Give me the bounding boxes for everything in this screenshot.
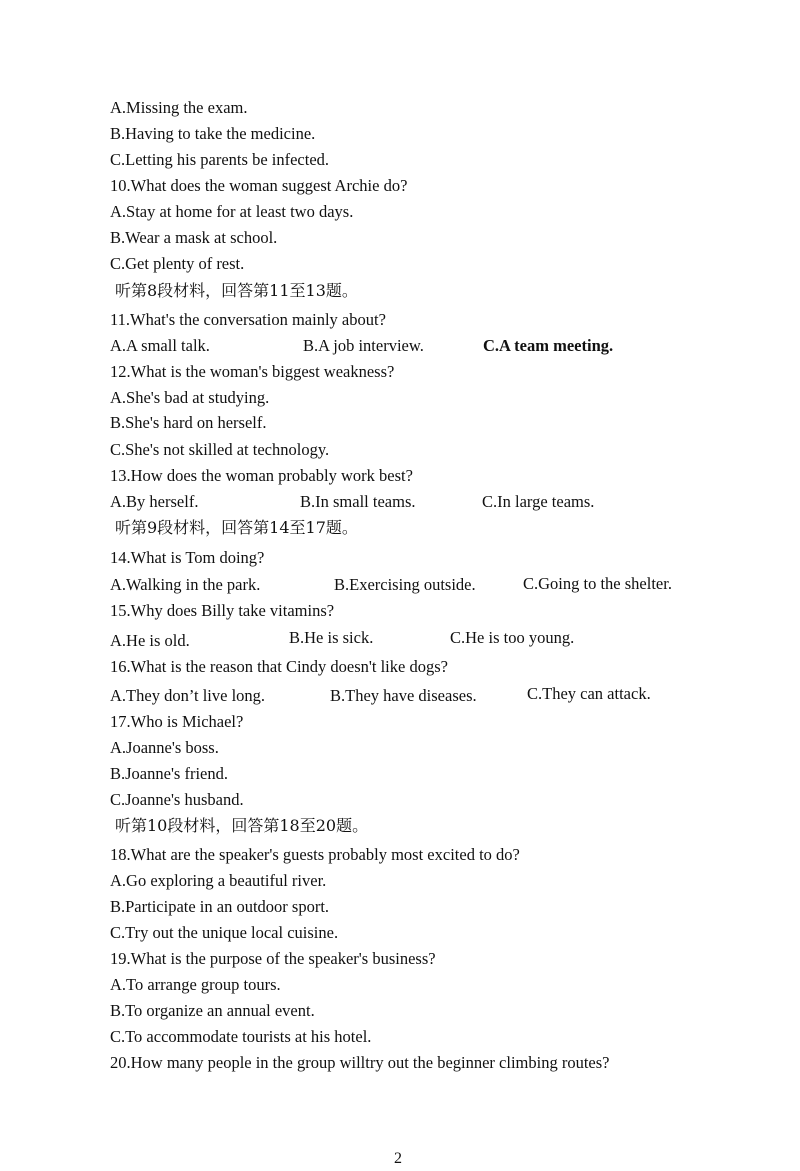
page-number: 2 xyxy=(394,1150,402,1167)
q13-option-c: C.In large teams. xyxy=(482,492,595,511)
q12-option-b: B.She's hard on herself. xyxy=(110,413,267,432)
section-instruction-8: 听第8段材料，回答第11至13题。 xyxy=(115,281,358,300)
question-18: 18.What are the speaker's guests probably most excited to do? xyxy=(110,845,520,864)
q17-option-a: A.Joanne's boss. xyxy=(110,738,219,757)
section-instruction-10: 听第10段材料，回答第18至20题。 xyxy=(115,816,369,835)
question-19: 19.What is the purpose of the speaker's business? xyxy=(110,949,436,968)
q11-option-a: A.A small talk. xyxy=(110,336,210,355)
q18-option-b: B.Participate in an outdoor sport. xyxy=(110,897,330,916)
question-11: 11.What's the conversation mainly about? xyxy=(110,310,386,329)
q11-option-b: B.A job interview. xyxy=(303,336,424,355)
question-13: 13.How does the woman probably work best? xyxy=(110,466,413,485)
q10-option-c: C.Get plenty of rest. xyxy=(110,254,245,273)
q12-option-a: A.She's bad at studying. xyxy=(110,388,270,407)
q14-option-c: C.Going to the shelter. xyxy=(523,574,672,593)
q18-option-a: A.Go exploring a beautiful river. xyxy=(110,871,327,890)
question-12: 12.What is the woman's biggest weakness? xyxy=(110,362,395,381)
question-10: 10.What does the woman suggest Archie do? xyxy=(110,176,408,195)
q12-option-c: C.She's not skilled at technology. xyxy=(110,440,330,459)
q19-option-c: C.To accommodate tourists at his hotel. xyxy=(110,1027,372,1046)
q9-option-c: C.Letting his parents be infected. xyxy=(110,150,330,169)
q11-option-c-answer: C.A team meeting. xyxy=(483,336,614,355)
q18-option-c: C.Try out the unique local cuisine. xyxy=(110,923,339,942)
q15-option-c: C.He is too young. xyxy=(450,628,575,647)
section-instruction-9: 听第9段材料，回答第14至17题。 xyxy=(115,518,358,537)
q17-option-c: C.Joanne's husband. xyxy=(110,790,244,809)
q16-option-b: B.They have diseases. xyxy=(330,686,477,705)
q16-option-a: A.They don’t live long. xyxy=(110,686,266,705)
question-15: 15.Why does Billy take vitamins? xyxy=(110,601,335,620)
q17-option-b: B.Joanne's friend. xyxy=(110,764,228,783)
q13-option-b: B.In small teams. xyxy=(300,492,416,511)
q19-option-a: A.To arrange group tours. xyxy=(110,975,281,994)
q10-option-b: B.Wear a mask at school. xyxy=(110,228,278,247)
question-14: 14.What is Tom doing? xyxy=(110,548,265,567)
q15-option-a: A.He is old. xyxy=(110,631,190,650)
q13-option-a: A.By herself. xyxy=(110,492,199,511)
q14-option-b: B.Exercising outside. xyxy=(334,575,476,594)
q9-option-b: B.Having to take the medicine. xyxy=(110,124,316,143)
question-20: 20.How many people in the group willtry out the beginner climbing routes? xyxy=(110,1053,610,1072)
q10-option-a: A.Stay at home for at least two days. xyxy=(110,202,354,221)
q19-option-b: B.To organize an annual event. xyxy=(110,1001,315,1020)
question-17: 17.Who is Michael? xyxy=(110,712,244,731)
q16-option-c: C.They can attack. xyxy=(527,684,651,703)
q14-option-a: A.Walking in the park. xyxy=(110,575,261,594)
q15-option-b: B.He is sick. xyxy=(289,628,374,647)
q9-option-a: A.Missing the exam. xyxy=(110,98,248,117)
question-16: 16.What is the reason that Cindy doesn't like dogs? xyxy=(110,657,448,676)
